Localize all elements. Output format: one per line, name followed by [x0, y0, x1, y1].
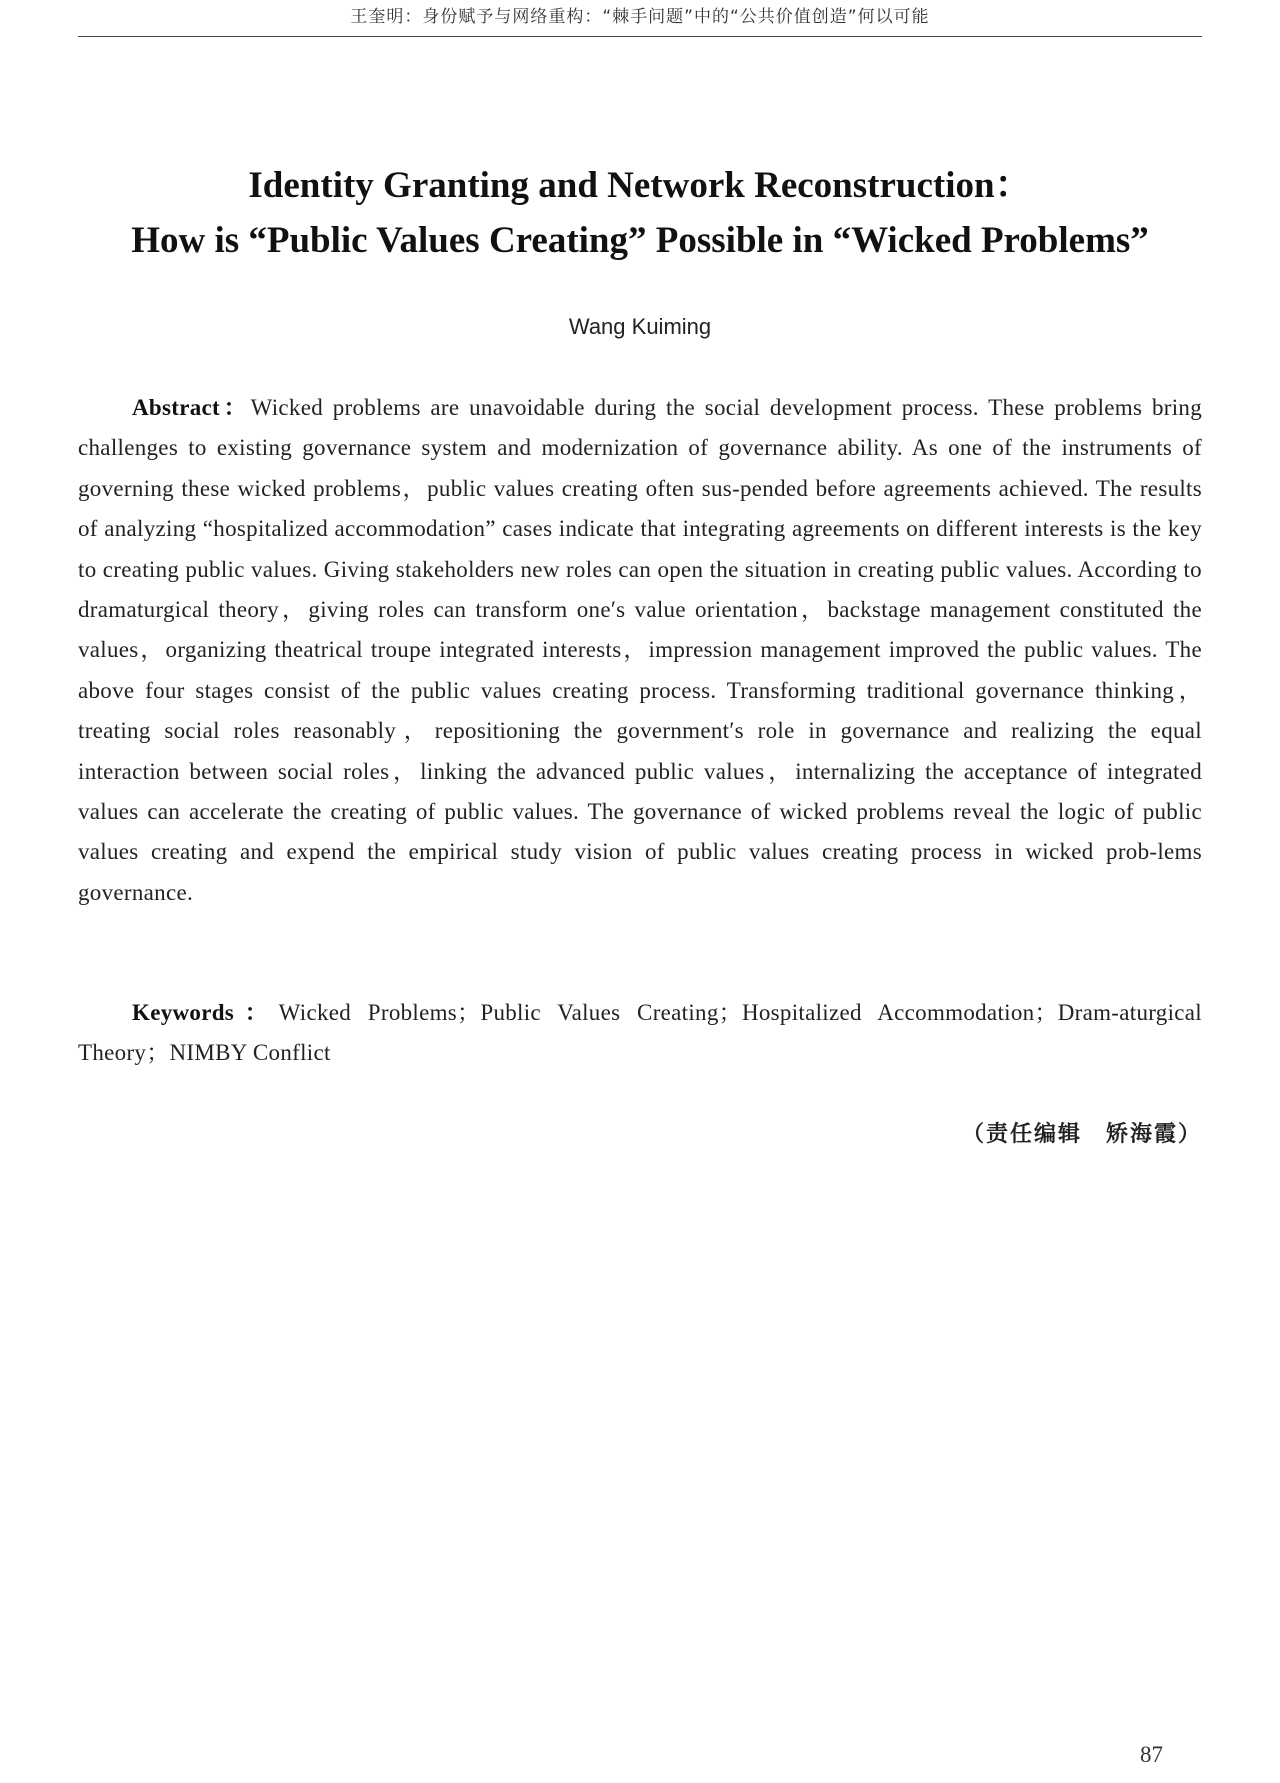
article-title: [60, 158, 1220, 268]
page-number: 87: [1140, 1742, 1163, 1767]
author-name: Wang Kuiming: [568, 314, 712, 339]
article-title-line-2: How is “Public Values Creating” Possible in “Wicked Problems”: [131, 220, 1149, 261]
abstract-label: Abstract：: [132, 395, 251, 420]
keywords-text: Wicked Problems；Public Values Creating；Hospitalized Accommodation；Dram-aturgical Theory；NIMBY Conflict: [78, 1000, 1202, 1066]
abstract-text: Wicked problems are unavoidable during the social development process. These problems bring challenges to existing governance system and modernization of governance ability. As one of the instruments of governing these wicked problems，public values creating often sus-pended before agreements achieved. The results of analyzing “hospitalized accommodation” cases indicate that integrating agreements on different interests is the key to creating public values. Giving stakeholders new roles can open the situation in creating public values. According to dramaturgical theory，giving roles can transform one′s value orientation，backstage management constituted the values，organizing theatrical troupe integrated interests，impression management improved the public values. The above four stages consist of the public values creating process. Transforming traditional governance thinking，treating social roles reasonably，repositioning the government′s role in governance and realizing the equal interaction between social roles，linking the advanced public values，internalizing the acceptance of integrated values can accelerate the creating of public values. The governance of wicked problems reveal the logic of public values creating and expend the empirical study vision of public values creating process in wicked prob-lems governance.: [78, 395, 1202, 905]
keywords-label: Keywords：: [132, 1000, 279, 1025]
responsible-editor-note: （责任编辑 矫海霞）: [961, 1122, 1202, 1147]
running-header: [78, 4, 1202, 37]
keywords-paragraph: [78, 993, 1202, 1074]
running-header-title: 王奎明：身份赋予与网络重构：“棘手问题”中的“公共价值创造”何以可能: [350, 7, 930, 27]
article-title-line-1: Identity Granting and Network Reconstruction：: [248, 165, 1032, 206]
abstract-paragraph: [78, 388, 1202, 913]
